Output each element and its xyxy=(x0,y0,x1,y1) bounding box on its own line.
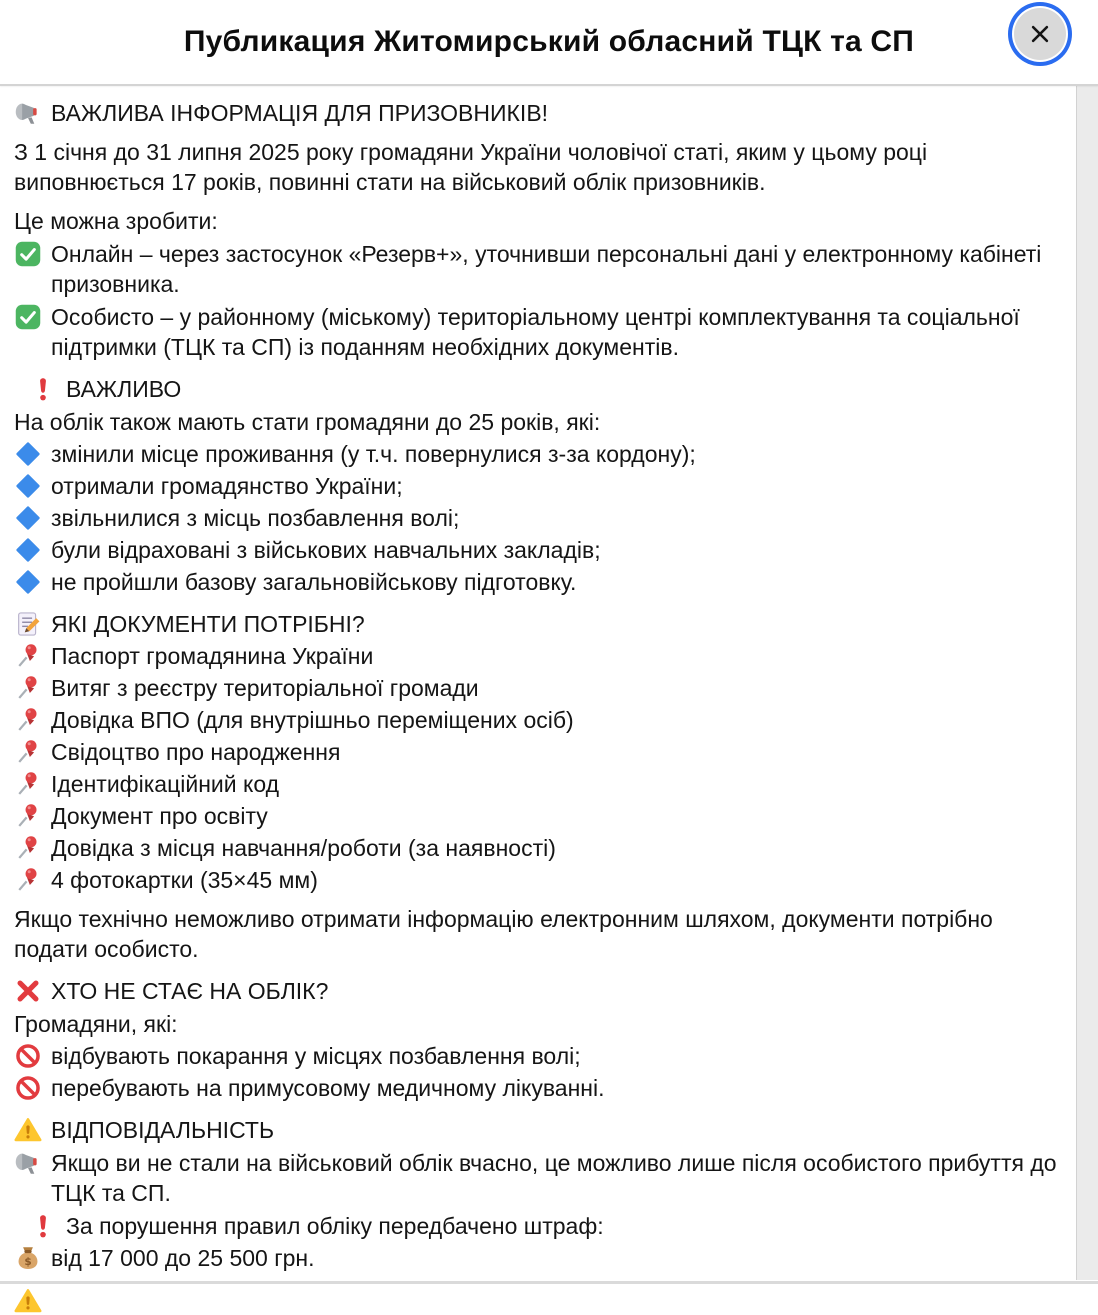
pushpin-icon xyxy=(14,834,42,862)
cross-mark-icon xyxy=(14,977,42,1005)
block-text: Свідоцтво про народження xyxy=(51,739,341,765)
blue-diamond-icon xyxy=(14,472,42,500)
publication-content xyxy=(0,86,1098,1315)
block-text: ХТО НЕ СТАЄ НА ОБЛІК? xyxy=(51,978,329,1004)
block-text: відбувають покарання у місцях позбавлення волі; xyxy=(51,1043,581,1069)
paragraph-block xyxy=(14,904,1062,964)
pushpin-icon xyxy=(14,866,42,894)
block-text: ЯКІ ДОКУМЕНТИ ПОТРІБНІ? xyxy=(51,611,365,637)
pushpin-icon xyxy=(14,738,42,766)
bullet-block xyxy=(14,471,1062,501)
block-text: Довідка ВПО (для внутрішньо переміщених осіб) xyxy=(51,707,574,733)
bullet-block xyxy=(14,567,1062,597)
bullet-block xyxy=(29,1211,1062,1241)
bullet-block xyxy=(14,865,1062,895)
pushpin-icon xyxy=(14,802,42,830)
heading-block xyxy=(14,976,1062,1006)
content-divider xyxy=(0,1281,1098,1284)
bullet-block xyxy=(14,302,1062,362)
prohibited-icon xyxy=(14,1042,42,1070)
megaphone-icon xyxy=(14,99,42,127)
modal-title: Публикация Житомирський обласний ТЦК та СП xyxy=(183,25,915,58)
bullet-block xyxy=(14,641,1062,671)
bullet-block xyxy=(14,1041,1062,1071)
svg-text:$: $ xyxy=(24,1256,32,1269)
bullet-block xyxy=(14,1286,1062,1315)
block-text: ВАЖЛИВО xyxy=(66,376,182,402)
pushpin-icon xyxy=(14,642,42,670)
bullet-block xyxy=(14,705,1062,735)
scrollbar-track[interactable] xyxy=(1076,86,1098,1280)
bullet-block xyxy=(14,769,1062,799)
pushpin-icon xyxy=(14,706,42,734)
close-button[interactable] xyxy=(1014,8,1066,60)
block-text: Паспорт громадянина України xyxy=(51,643,374,669)
check-icon xyxy=(14,303,42,331)
heading-block xyxy=(14,609,1062,639)
megaphone-icon xyxy=(14,1149,42,1177)
check-icon xyxy=(14,240,42,268)
block-text: від 17 000 до 25 500 грн. xyxy=(51,1245,315,1271)
block-text: На облік також мають стати громадяни до 25 років, які: xyxy=(14,409,601,435)
block-text: З 1 січня до 31 липня 2025 року громадяни України чоловічої статі, яким у цьому році виповнюється 17 років, повинні стати на військовий облік призовників. xyxy=(14,139,934,195)
exclamation-icon xyxy=(29,375,57,403)
close-icon xyxy=(1025,19,1055,49)
memo-icon xyxy=(14,610,42,638)
pushpin-icon xyxy=(14,770,42,798)
paragraph-block xyxy=(14,206,1062,236)
block-text: ВІДПОВІДАЛЬНІСТЬ xyxy=(51,1117,275,1143)
prohibited-icon xyxy=(14,1074,42,1102)
block-text: Онлайн – через застосунок «Резерв+», уточнивши персональні дані у електронному кабінеті призовника. xyxy=(51,241,1048,297)
money-bag-icon xyxy=(14,1244,42,1272)
block-text: Довідка з місця навчання/роботи (за наявності) xyxy=(51,835,556,861)
block-text: ВАЖЛИВА ІНФОРМАЦІЯ ДЛЯ ПРИЗОВНИКІВ! xyxy=(51,100,549,126)
blue-diamond-icon xyxy=(14,440,42,468)
bullet-block xyxy=(14,673,1062,703)
paragraph-block xyxy=(14,407,1062,437)
block-text: Документ про освіту xyxy=(51,803,268,829)
block-text: Громадяни, які: xyxy=(14,1011,178,1037)
block-text: звільнилися з місць позбавлення волі; xyxy=(51,505,460,531)
warning-icon xyxy=(14,1116,42,1144)
exclamation-icon xyxy=(29,1212,57,1240)
heading-block xyxy=(29,374,1062,404)
heading-block xyxy=(14,98,1062,128)
pushpin-icon xyxy=(14,674,42,702)
blue-diamond-icon xyxy=(14,504,42,532)
bullet-block xyxy=(14,503,1062,533)
block-text: Це можна зробити: xyxy=(14,208,218,234)
block-text: Витяг з реєстру територіальної громади xyxy=(51,675,479,701)
bullet-block xyxy=(14,1243,1062,1273)
heading-block xyxy=(14,1115,1062,1145)
warning-icon xyxy=(14,1287,42,1315)
block-text: не пройшли базову загальновійськову підготовку. xyxy=(51,569,577,595)
block-text: 4 фотокартки (35×45 мм) xyxy=(51,867,318,893)
bullet-block xyxy=(14,833,1062,863)
modal-header xyxy=(0,0,1098,86)
block-text: були відраховані з військових навчальних закладів; xyxy=(51,537,601,563)
blue-diamond-icon xyxy=(14,568,42,596)
block-text: змінили місце проживання (у т.ч. повернулися з-за кордону); xyxy=(51,441,696,467)
bullet-block xyxy=(14,535,1062,565)
bullet-block xyxy=(14,1073,1062,1103)
bullet-block xyxy=(14,239,1062,299)
bullet-block xyxy=(14,439,1062,469)
block-text: отримали громадянство України; xyxy=(51,473,403,499)
bullet-block xyxy=(14,1148,1062,1208)
bullet-block xyxy=(14,801,1062,831)
blue-diamond-icon xyxy=(14,536,42,564)
paragraph-block xyxy=(14,137,1062,197)
bullet-block xyxy=(14,737,1062,767)
block-text: За порушення правил обліку передбачено штраф: xyxy=(66,1213,604,1239)
block-text: перебувають на примусовому медичному лікуванні. xyxy=(51,1075,605,1101)
block-text: Якщо технічно неможливо отримати інформацію електронним шляхом, документи потрібно подати особисто. xyxy=(14,906,1000,962)
block-text: Ідентифікаційний код xyxy=(51,771,280,797)
paragraph-block xyxy=(14,1009,1062,1039)
block-text: Особисто – у районному (міському) територіальному центрі комплектування та соціальної підтримки (ТЦК та СП) із поданням необхідних документів. xyxy=(51,304,1027,360)
block-text: Якщо ви не стали на військовий облік вчасно, це можливо лише після особистого прибуття до ТЦК та СП. xyxy=(51,1150,1063,1206)
